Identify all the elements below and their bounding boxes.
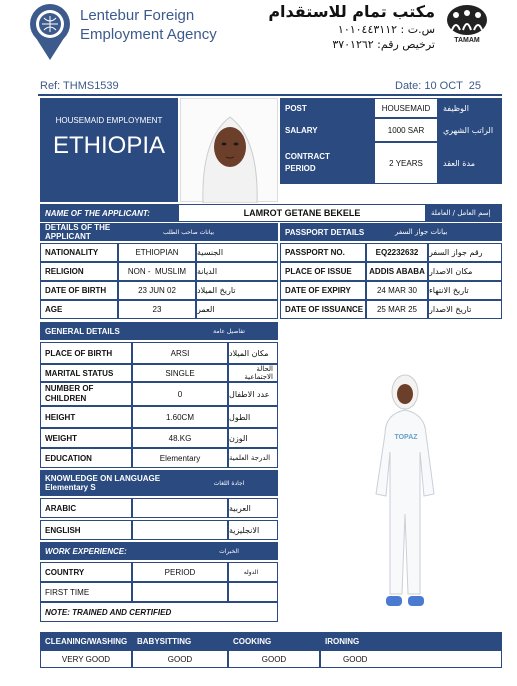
header-rule — [38, 94, 502, 96]
nationality-label: NATIONALITY — [40, 243, 118, 262]
applicant-name-label: NAME OF THE APPLICANT: — [40, 204, 178, 222]
children-label: NUMBER OF CHILDREN — [40, 382, 132, 406]
dob-ar: تاريخ الميلاد — [196, 281, 278, 300]
religion-ar: الديانة — [196, 262, 278, 281]
contract-ar: مدة العقد — [438, 142, 502, 184]
left-agency-name-line1: Lentebur Foreign — [80, 7, 195, 24]
religion-label: RELIGION — [40, 262, 118, 281]
height-value: 1.60CM — [132, 406, 228, 428]
place-of-issue-value: ADDIS ABABA — [366, 262, 428, 281]
applicant-name: LAMROT GETANE BEKELE — [178, 204, 426, 222]
left-agency-name — [80, 6, 240, 44]
banner — [40, 98, 178, 202]
language-header — [40, 470, 180, 496]
dob-label: DATE OF BIRTH — [40, 281, 118, 300]
applicant-full-photo — [280, 324, 502, 624]
contract-value: 2 YEARS — [374, 142, 438, 184]
contract-label: CONTRACT PERIOD — [280, 142, 374, 184]
children-ar: عدد الاطفال — [228, 382, 278, 406]
general-header-ar: تفاصيل عامة — [180, 322, 278, 340]
country-label: COUNTRY — [40, 562, 132, 582]
birthplace-ar: مكان الميلاد — [228, 342, 278, 364]
education-value: Elementary — [132, 448, 228, 468]
document-date: Date: 10 OCT 25 — [395, 80, 482, 92]
birthplace-label: PLACE OF BIRTH — [40, 342, 132, 364]
photo-shirt-text: TOPAZ — [394, 434, 418, 441]
passport-no-ar: رقم جواز السفر — [428, 243, 502, 262]
tamam-logo — [440, 4, 494, 50]
skill-cooking-value: GOOD — [228, 650, 320, 668]
right-agency-cr: س.ت : ١٠١٠٤٤٣١١٢ — [337, 23, 435, 36]
nationality-value: ETHIOPIAN — [118, 243, 196, 262]
marital-label: MARITAL STATUS — [40, 364, 132, 382]
issuance-ar: تاريخ الاصدار — [428, 300, 502, 319]
banner-subtitle: HOUSEMAID EMPLOYMENT — [55, 116, 163, 125]
language-header-ar: اجادة اللغات — [180, 470, 278, 496]
age-label: AGE — [40, 300, 118, 319]
dob-value: 23 JUN 02 — [118, 281, 196, 300]
right-agency-name: مكتب تمام للاستقدام — [268, 2, 435, 21]
expiry-label: DATE OF EXPIRY — [280, 281, 366, 300]
language-header-title: KNOWLEDGE ON LANGUAGE — [45, 474, 161, 483]
post-value: HOUSEMAID — [374, 98, 438, 118]
religion-value: NON - MUSLIM — [118, 262, 196, 281]
skill-ironing-label: IRONING — [320, 632, 502, 650]
skill-cooking-label: COOKING — [228, 632, 320, 650]
age-ar: العمر — [196, 300, 278, 319]
english-value — [132, 520, 228, 540]
skill-ironing-value-text: GOOD — [343, 654, 368, 664]
skill-cleaning-label: CLEANING/WASHING — [40, 632, 132, 650]
issuance-value: 25 MAR 25 — [366, 300, 428, 319]
work-header: WORK EXPERIENCE: — [40, 542, 180, 560]
first-time: FIRST TIME — [40, 582, 132, 602]
details-header: DETAILS OF THE APPLICANT — [40, 223, 158, 241]
passport-header: PASSPORT DETAILS — [280, 223, 390, 241]
right-agency-license: ترخيص رقم: ٣٧٠١٢٦٢ — [332, 38, 435, 51]
lentebur-logo — [28, 2, 72, 62]
passport-no-value: EQ2232632 — [366, 243, 428, 262]
salary-value: 1000 SAR — [374, 118, 438, 142]
salary-ar: الراتب الشهري — [438, 118, 502, 142]
details-header-ar: بيانات صاحب الطلب — [158, 223, 278, 241]
passport-no-label: PASSPORT NO. — [280, 243, 366, 262]
marital-value: SINGLE — [132, 364, 228, 382]
arabic-label: ARABIC — [40, 498, 132, 518]
expiry-ar: تاريخ الانتهاء — [428, 281, 502, 300]
weight-value: 48.KG — [132, 428, 228, 448]
general-header: GENERAL DETAILS — [40, 322, 180, 340]
height-ar: الطول — [228, 406, 278, 428]
children-value: 0 — [132, 382, 228, 406]
applicant-name-ar: إسم العامل / العاملة — [426, 204, 502, 222]
first-time-ar — [228, 582, 278, 602]
height-label: HEIGHT — [40, 406, 132, 428]
place-of-issue-ar: مكان الاصدار — [428, 262, 502, 281]
country-ar: الدوله — [228, 562, 278, 582]
tamam-logo-text: TAMAM — [454, 37, 480, 44]
banner-country: ETHIOPIA — [52, 132, 166, 159]
marital-ar: الحالة الاجتماعية — [228, 364, 278, 382]
arabic-ar: العربية — [228, 498, 278, 518]
post-label: POST — [280, 98, 374, 118]
expiry-value: 24 MAR 30 — [366, 281, 428, 300]
skill-babysitting-label: BABYSITTING — [132, 632, 228, 650]
work-header-ar: الخبرات — [180, 542, 278, 560]
skill-cleaning-value: VERY GOOD — [40, 650, 132, 668]
skill-babysitting-value: GOOD — [132, 650, 228, 668]
passport-header-ar: بيانات جواز السفر — [390, 223, 502, 241]
weight-label: WEIGHT — [40, 428, 132, 448]
age-value: 23 — [118, 300, 196, 319]
issuance-label: DATE OF ISSUANCE — [280, 300, 366, 319]
applicant-face-photo — [180, 98, 278, 202]
education-ar: الدرجة العلمية — [228, 448, 278, 468]
education-label: EDUCATION — [40, 448, 132, 468]
post-ar: الوظيفة — [438, 98, 502, 118]
nationality-ar: الجنسية — [196, 243, 278, 262]
first-time-period — [132, 582, 228, 602]
arabic-value — [132, 498, 228, 518]
trained-note: NOTE: TRAINED AND CERTIFIED — [40, 602, 278, 622]
skill-ironing-value — [320, 650, 502, 668]
period-label: PERIOD — [132, 562, 228, 582]
birthplace-value: ARSI — [132, 342, 228, 364]
english-label: ENGLISH — [40, 520, 132, 540]
left-agency-name-line2: Employment Agency — [80, 26, 217, 43]
language-header-level: Elementary S — [45, 483, 96, 492]
english-ar: الانجليزية — [228, 520, 278, 540]
reference-number: Ref: THMS1539 — [40, 80, 119, 92]
weight-ar: الوزن — [228, 428, 278, 448]
place-of-issue-label: PLACE OF ISSUE — [280, 262, 366, 281]
salary-label: SALARY — [280, 118, 374, 142]
right-agency-text — [255, 2, 435, 52]
